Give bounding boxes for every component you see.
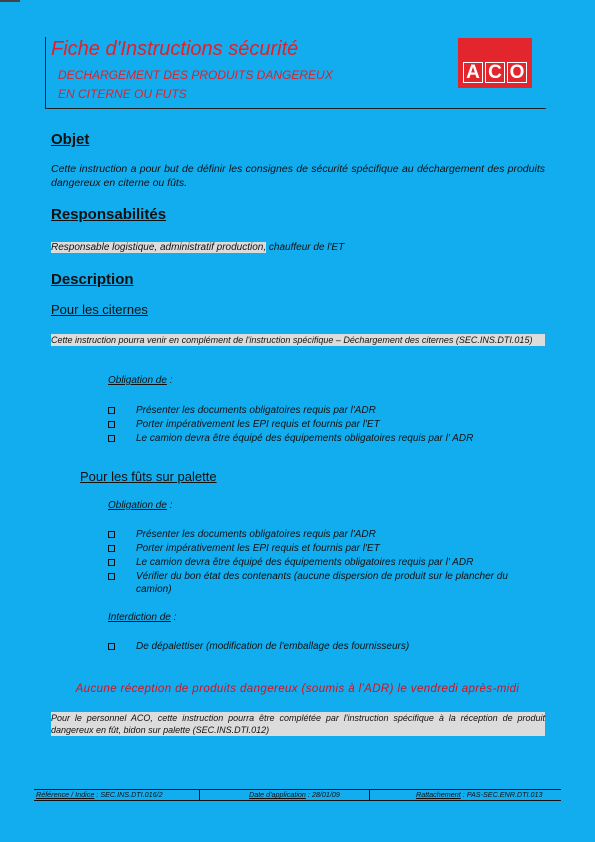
aco-logo	[458, 38, 532, 88]
futs-heading: Pour les fûts sur palette	[80, 469, 217, 484]
responsabilites-rest: chauffeur de l'ET	[266, 242, 345, 253]
list-item: Le camion devra être équipé des équipements obligatoires requis par l' ADR	[108, 432, 548, 445]
list-item: De dépalettiser (modification de l'emballage des fournisseurs)	[108, 640, 548, 653]
responsabilites-text	[51, 241, 344, 255]
header-horizontal-rule	[45, 108, 546, 109]
list-item: Présenter les documents obligatoires requis par l'ADR	[108, 528, 548, 541]
list-item: Vérifier du bon état des contenants (aucune dispersion de produit sur le plancher du camion)	[108, 570, 538, 596]
citernes-obligation-label: Obligation de :	[108, 375, 173, 386]
list-item: Porter impérativement les EPI requis et fournis par l'ET	[108, 418, 548, 431]
responsabilites-highlighted: Responsable logistique, administratif production,	[51, 242, 267, 253]
document-subtitle-line1: DECHARGEMENT DES PRODUITS DANGEREUX	[58, 68, 333, 82]
footer-divider	[199, 790, 200, 800]
checkbox-icon	[108, 435, 115, 442]
objet-heading: Objet	[51, 131, 90, 148]
futs-obligation-label: Obligation de :	[108, 500, 173, 511]
checkbox-icon	[108, 643, 115, 650]
list-item: Porter impérativement les EPI requis et fournis par l'ET	[108, 542, 548, 555]
document-subtitle-line2: EN CITERNE OU FUTS	[58, 87, 187, 101]
header-vertical-rule	[45, 37, 46, 109]
checkbox-icon	[108, 559, 115, 566]
futs-interdiction-label: Interdiction de :	[108, 612, 177, 623]
list-item: Présenter les documents obligatoires requis par l'ADR	[108, 404, 548, 417]
footer-bar	[34, 789, 561, 801]
friday-warning: Aucune réception de produits dangereux (soumis à l'ADR) le vendredi après-midi	[75, 683, 520, 695]
checkbox-icon	[108, 573, 115, 580]
footer-rattachement: Rattachement : PAS-SEC.ENR.DTI.013	[416, 790, 543, 799]
footer-date: Date d'application : 28/01/09	[249, 790, 340, 799]
checkbox-icon	[108, 545, 115, 552]
checkbox-icon	[108, 421, 115, 428]
logo-letter: C	[485, 62, 505, 83]
corner-mark	[0, 0, 20, 2]
description-heading: Description	[51, 271, 134, 288]
logo-letter: A	[463, 62, 483, 83]
aco-personnel-note: Pour le personnel ACO, cette instruction pourra être complétée par l'instruction spécifique à la réception de produit dangereux en fût, bidon sur palette (SEC.INS.DTI.012)	[51, 713, 545, 735]
logo-letter: O	[507, 62, 527, 83]
citernes-heading: Pour les citernes	[51, 302, 148, 317]
footer-divider	[369, 790, 370, 800]
checkbox-icon	[108, 407, 115, 414]
list-item: Le camion devra être équipé des équipements obligatoires requis par l' ADR	[108, 556, 548, 569]
checkbox-icon	[108, 531, 115, 538]
objet-text: Cette instruction a pour but de définir les consignes de sécurité spécifique au déchargement des produits dangereux en citerne ou fûts.	[51, 163, 545, 189]
citernes-note: Cette instruction pourra venir en complément de l'instruction spécifique – Déchargement des citernes (SEC.INS.DTI.015)	[51, 334, 545, 346]
responsabilites-heading: Responsabilités	[51, 206, 167, 223]
footer-reference: Référence / Indice : SEC.INS.DTI.016/2	[36, 790, 163, 799]
document-title: Fiche d'Instructions sécurité	[51, 38, 299, 60]
